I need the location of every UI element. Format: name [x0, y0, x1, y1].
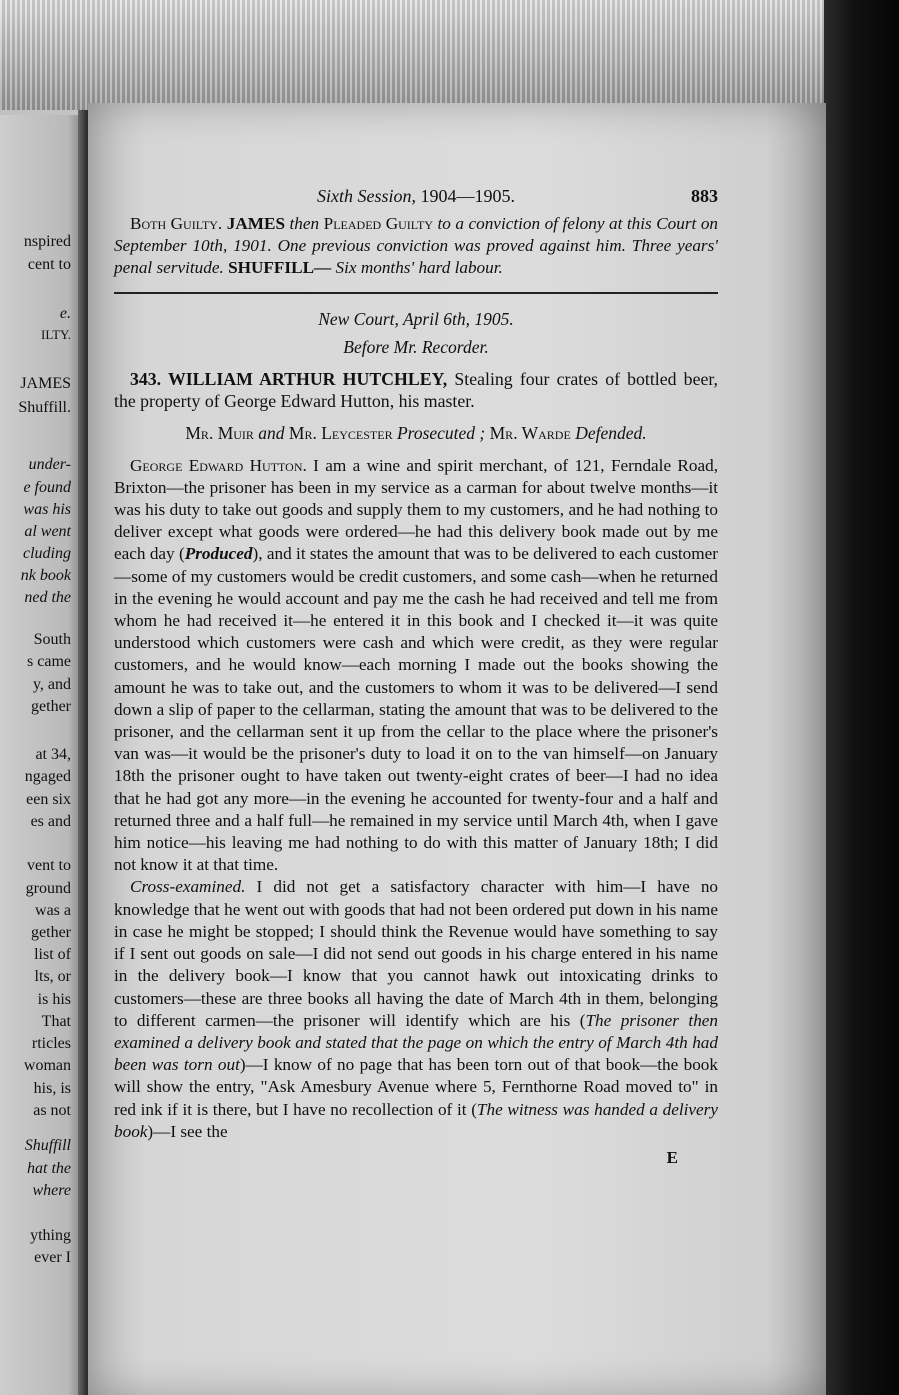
left-fragment: JAMES	[20, 375, 71, 392]
left-fragment: woman	[23, 1057, 71, 1074]
left-fragment: was a	[35, 902, 71, 919]
left-fragment: under-	[28, 456, 71, 473]
running-header	[114, 185, 718, 213]
left-fragment: is his	[37, 991, 71, 1008]
testimony-paragraph	[114, 455, 718, 877]
cross-italic-b: The witness was handed a delivery book	[114, 1099, 718, 1141]
cross-italic-a: The prisoner then examined a delivery book and stated that the page on which the entry of March 4th had been was torn out	[114, 1010, 719, 1075]
left-fragment: e.	[59, 305, 71, 322]
witness-name: George Edward Hutton.	[130, 455, 307, 475]
left-fragment: cent to	[27, 256, 71, 273]
prosecuted-label: Prosecuted ;	[396, 423, 486, 444]
testimony-text-a: I am a wine and spirit merchant, of 121, Ferndale Road, Brixton—the prisoner has been in my service as a carman for about twelve months—it was his duty to take out goods and supply them to my customers, and he had nothing to deliver except what goods were ordered—he had this delivery book made out by me each day (	[114, 455, 719, 564]
cross-text-b: )—I know of no page that has been torn out of that book—the book will show the entry, "Ask Amesbury Avenue where 5, Fernthorne Road moved to" in red ink if it is there, but I have no recollection of it (	[114, 1055, 718, 1119]
left-fragment: list of	[34, 946, 71, 963]
left-fragment: That	[41, 1013, 71, 1030]
pleaded-guilty: Pleaded Guilty	[323, 214, 433, 233]
film-edge-top	[0, 0, 899, 110]
left-fragment: ything	[30, 1227, 71, 1244]
left-fragment: ngaged	[24, 768, 71, 785]
defended-label: Defended.	[575, 423, 647, 444]
session-label: Sixth Session,	[317, 186, 416, 206]
and-word: and	[258, 423, 285, 444]
film-edge-right	[824, 0, 899, 1395]
before-judge: Before Mr. Recorder.	[343, 336, 489, 357]
left-fragment: Shuffill	[24, 1137, 71, 1154]
catchword: E	[666, 1147, 678, 1167]
left-fragment: ILTY.	[41, 327, 71, 342]
cross-text-c: )—I see the	[147, 1121, 228, 1141]
left-fragment: was his	[23, 501, 71, 518]
left-fragment: een six	[26, 791, 71, 808]
both-guilty: Both Guilty.	[130, 214, 223, 233]
left-fragment: vent to	[27, 857, 71, 874]
left-fragment: e found	[23, 479, 71, 496]
session-years: 1904—1905.	[420, 186, 515, 206]
left-fragment: where	[32, 1182, 71, 1199]
case-charge: Stealing four crates of bottled beer, the property of George Edward Hutton, his master.	[114, 369, 719, 412]
left-fragment: gether	[31, 698, 71, 715]
case-heading	[114, 368, 718, 412]
left-fragment: ever I	[34, 1249, 71, 1266]
produced-label: Produced	[184, 544, 253, 564]
cross-examined-label: Cross-examined.	[130, 877, 246, 897]
court-heading: New Court, April 6th, 1905.	[318, 308, 514, 329]
defendant-shuffill: SHUFFILL—	[228, 258, 332, 278]
page-content	[114, 185, 718, 1175]
left-fragment: s came	[27, 653, 71, 670]
left-fragment: al went	[24, 523, 71, 540]
left-fragment: nspired	[23, 233, 71, 250]
left-fragment: his, is	[33, 1080, 71, 1097]
left-fragment: at 34,	[35, 746, 71, 763]
cross-text-a: I did not get a satisfactory character with him—I have no knowledge that he went out with goods that had not been ordered put down in his name in case he might be stopped; I should think the Revenue would have something to say if I sent out goods on sale—I did not send out goods in his charge entered in his name in the delivery book—I know that you cannot hawk out intoxicating drinks to customers—these are three books all having the date of March 4th in them, belonging to different carmen—the prisoner will identify which are his (	[114, 877, 719, 1030]
left-fragment: cluding	[23, 545, 71, 562]
cross-examination-paragraph	[114, 876, 718, 1142]
page-number: 883	[691, 186, 718, 206]
catchword-line	[114, 1147, 718, 1175]
counsel-line	[114, 422, 718, 444]
left-fragment: lts, or	[34, 968, 71, 985]
left-fragment: gether	[31, 924, 71, 941]
left-fragment: South	[33, 631, 71, 648]
case-number-name: 343. WILLIAM ARTHUR HUTCHLEY,	[130, 369, 448, 390]
left-fragment: ned the	[24, 589, 71, 606]
shuffill-sentence: Six months' hard labour.	[335, 258, 503, 278]
left-fragment: es and	[30, 813, 71, 830]
section-divider	[114, 292, 718, 294]
left-fragment: ground	[25, 880, 71, 897]
prosecution-counsel: Mr. Muir	[185, 423, 254, 444]
left-fragment: y, and	[32, 676, 71, 693]
left-fragment: as not	[33, 1102, 71, 1119]
defendant-james: JAMES	[226, 214, 286, 233]
facing-page-fragment	[0, 115, 85, 1395]
verdict-paragraph	[114, 213, 718, 280]
left-fragment: Shuffill.	[18, 399, 71, 416]
then-word: then	[289, 214, 320, 233]
testimony-text-b: ), and it states the amount that was to be delivered to each customer—some of my customers would be credit customers, and some cash—when he returned in the evening he would account and pay me the cash he had received and tell me from whom he had received it—he entered it in this book and I checked it—it was quite understood which customers were cash and which were credit, as they were regular customers, and he would know—each morning I made out the books showing the amount he was to take out, and the customers to whom it was to be delivered—I send down a slip of paper to the cellarman, stating the amount that was to be delivered to the prisoner, and the cellarman sent it up from the cellar to the place where the prisoner's van was—it would be the prisoner's duty to load it on to the van himself—on January 18th the prisoner ought to have taken out twenty-eight crates of beer—I had no idea that he had got any more—in the evening he accounted for twenty-four and a half and returned three and a half full—he remained in my service until March 4th, when I gave him notice—his leaving me had nothing to do with this matter of January 18th; I did not know it at that time.	[114, 544, 718, 875]
document-page	[88, 103, 826, 1395]
left-fragment: nk book	[20, 567, 71, 584]
defence-counsel: Mr. Warde	[489, 423, 571, 444]
sentence-text: to a conviction of felony at this Court on September 10th, 1901. One previous conviction was proved against him. Three years' penal servitude.	[114, 214, 719, 278]
left-fragment: rticles	[31, 1035, 71, 1052]
prosecution-counsel-2: Mr. Leycester	[288, 423, 393, 444]
left-fragment: hat the	[27, 1160, 71, 1177]
